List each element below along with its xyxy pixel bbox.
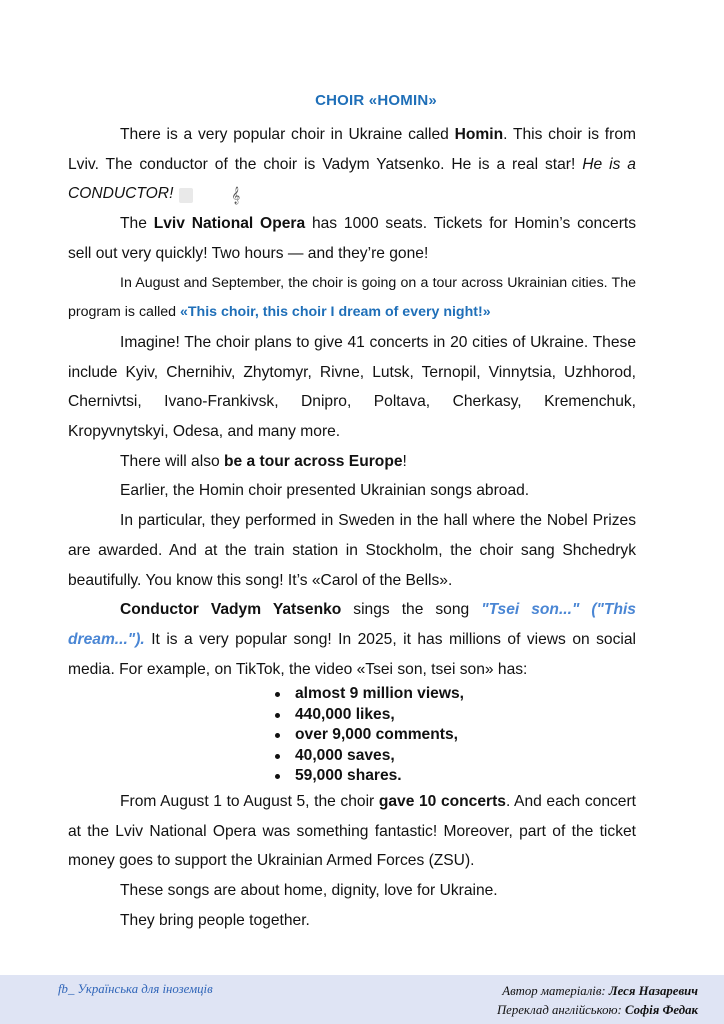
choir-name: Homin [454, 126, 504, 143]
author-label: Автор матеріалів: [502, 984, 609, 998]
text-run: It is a very popular song! In 2025, it has millions of views on social media. For example, on TikTok, the video «Tsei son, tsei son» has: [68, 630, 636, 678]
paragraph-sweden: In particular, they performed in Sweden in the hall where the Nobel Prizes are awarded. And at the train station in Stockholm, the choir sang Shchedryk beautifully. You know this song! It’s «Carol of the Bells». [68, 512, 636, 589]
paragraph-concerts [68, 787, 636, 876]
list-item: over 9,000 comments, [275, 725, 636, 746]
translation-label: Переклад англійською: [496, 1003, 625, 1017]
paragraph-abroad: Earlier, the Homin choir presented Ukrainian songs abroad. [120, 482, 530, 500]
text-run: . And each concert at the Lviv National Opera was something fantastic! Moreover, part of the ticket money goes to support the Ukrainian Armed Forces (ZSU). [68, 792, 636, 870]
paragraph-europe [68, 447, 636, 477]
paragraph-cities: Imagine! The choir plans to give 41 concerts in 20 cities of Ukraine. These include Kyiv, Chernihiv, Zhytomyr, Rivne, Lutsk, Ternopil, Vinnytsia, Uzhhorod, Chernivtsi, Ivano-Frankivsk, Dnipro, Poltava, Cherkasy, Kremenchuk, Kropyvnytskyi, Odesa, and many more. [68, 333, 636, 441]
treble-clef-icon: 𝄞 [179, 188, 193, 203]
facebook-group-label: fb_ Українська для іноземців [58, 982, 213, 996]
text-run: From August 1 to August 5, the choir [120, 792, 379, 810]
song-title: "Tsei son..." ("This dream..."). [68, 601, 636, 648]
translation-credit [497, 1001, 698, 1020]
program-title: «This choir, this choir I dream of every night!» [179, 304, 491, 321]
translator-name: Софія Федак [624, 1003, 698, 1017]
text-run: ! [402, 452, 407, 470]
author-credit [497, 982, 698, 1001]
list-item: almost 9 million views, [275, 684, 636, 705]
paragraph-song [68, 595, 636, 684]
text-run: . This choir is from Lviv. The conductor of the choir is Vadym Yatsenko. He is a real star! [68, 126, 636, 173]
credits [497, 982, 698, 1020]
paragraph-songs-about: These songs are about home, dignity, love for Ukraine. [120, 881, 498, 899]
document-title: CHOIR «HOMIN» [315, 92, 437, 109]
opera-name: Lviv National Opera [153, 215, 306, 233]
list-item: 40,000 saves, [275, 746, 636, 767]
text-run: has 1000 seats. Tickets for Homin’s concerts sell out very quickly! Two hours — and they’re gone! [68, 215, 637, 262]
paragraph-intro [68, 120, 636, 209]
conductor-emphasis: He is a CONDUCTOR! [68, 155, 636, 203]
concerts-emphasis: gave 10 concerts [378, 792, 506, 810]
europe-tour-emphasis: be a tour across Europe [224, 452, 403, 470]
paragraph-together: They bring people together. [120, 911, 310, 929]
paragraph-opera [68, 209, 636, 268]
text-run: There will also [120, 452, 224, 470]
author-name: Леся Назаревич [608, 984, 698, 998]
page-footer [0, 975, 724, 1024]
conductor-name: Conductor Vadym Yatsenko [120, 601, 342, 619]
list-item: 59,000 shares. [275, 766, 636, 787]
text-run: There is a very popular choir in Ukraine called [120, 126, 455, 143]
paragraph-tour [68, 269, 636, 328]
text-run: In August and September, the choir is going on a tour across Ukrainian cities. The program is called [68, 274, 636, 321]
list-item: 440,000 likes, [275, 705, 636, 726]
text-run: The [120, 215, 154, 233]
article-body [68, 120, 636, 935]
tiktok-stats-list [68, 684, 636, 787]
text-run: sings the song [341, 601, 482, 619]
